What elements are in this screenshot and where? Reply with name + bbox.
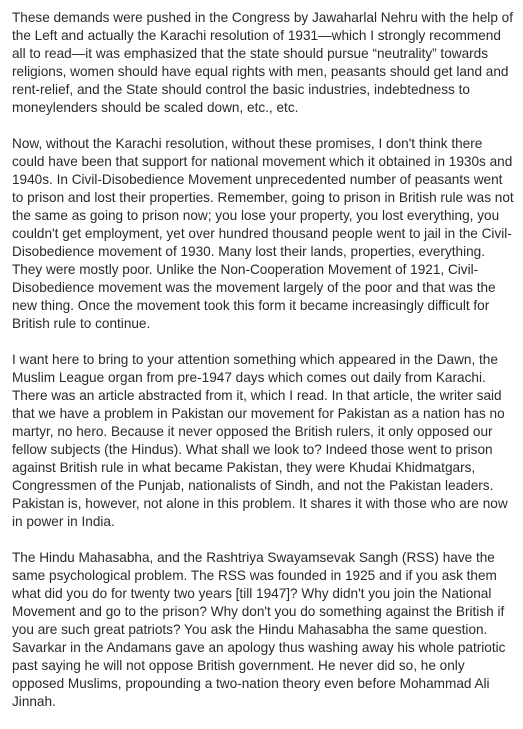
text-line: Muslim League organ from pre-1947 days which comes out daily from Karachi.	[12, 370, 486, 385]
text-line: what did you do for twenty two years [till 1947]? Why didn't you join the National	[12, 586, 492, 601]
text-line: Pakistan is, however, not alone in this problem. It shares it with those who are now	[12, 496, 508, 511]
text-line: Congressmen of the Punjab, nationalists of Sindh, and not the Pakistan leaders.	[12, 478, 494, 493]
text-line: religions, women should have equal rights with men, peasants should get land and	[12, 64, 509, 79]
paragraph-civil-disobedience	[12, 135, 516, 333]
text-line: Movement and go to the prison? Why don't you do something against the British if	[12, 604, 505, 619]
paragraph-dawn-article	[12, 351, 516, 531]
text-line: fellow subjects (the Hindus). What shall we look to? Indeed those went to prison	[12, 442, 493, 457]
text-line: past saying he will not oppose British government. He never did so, he only	[12, 658, 465, 673]
text-line: to prison and lost their properties. Remember, going to prison in British rule was not	[12, 190, 514, 205]
text-line: martyr, no hero. Because it never opposed the British rulers, it only opposed our	[12, 424, 493, 439]
text-line: Savarkar in the Andamans gave an apology thus washing away his whole patriotic	[12, 640, 506, 655]
text-line: Jinnah.	[12, 694, 56, 709]
text-line: These demands were pushed in the Congress by Jawaharlal Nehru with the help of	[12, 10, 513, 25]
text-line: 1940s. In Civil-Disobedience Movement unprecedented number of peasants went	[12, 172, 503, 187]
text-line: There was an article abstracted from it, which I read. In that article, the writer said	[12, 388, 502, 403]
text-line: in power in India.	[12, 514, 115, 529]
text-line: opposed Muslims, propounding a two-nation theory even before Mohammad Ali	[12, 676, 490, 691]
text-line: you are such great patriots? You ask the Hindu Mahasabha the same question.	[12, 622, 488, 637]
text-line: new thing. Once the movement took this form it became increasingly difficult for	[12, 298, 490, 313]
text-line: Now, without the Karachi resolution, without these promises, I don't think there	[12, 136, 483, 151]
paragraph-hindu-mahasabha-rss	[12, 549, 516, 711]
text-line: that we have a problem in Pakistan our movement for Pakistan as a nation has no	[12, 406, 505, 421]
text-line: the Left and actually the Karachi resolution of 1931—which I strongly recommend	[12, 28, 501, 43]
text-line: They were mostly poor. Unlike the Non-Cooperation Movement of 1921, Civil-	[12, 262, 479, 277]
paragraph-karachi-resolution	[12, 9, 516, 117]
text-line: could have been that support for national movement which it obtained in 1930s and	[12, 154, 513, 169]
article-body	[12, 9, 516, 729]
text-line: all to read—it was emphasized that the state should pursue “neutrality” towards	[12, 46, 489, 61]
text-line: couldn't get employment, yet over hundred thousand people went to jail in the Civil-	[12, 226, 512, 241]
text-line: against British rule in what became Pakistan, they were Khudai Khidmatgars,	[12, 460, 476, 475]
text-line: the same as going to prison now; you lose your property, you lost everything, you	[12, 208, 500, 223]
text-line: same psychological problem. The RSS was founded in 1925 and if you ask them	[12, 568, 497, 583]
text-line: The Hindu Mahasabha, and the Rashtriya Swayamsevak Sangh (RSS) have the	[12, 550, 495, 565]
text-line: rent-relief, and the State should control the basic industries, indebtedness to	[12, 82, 470, 97]
text-line: I want here to bring to your attention something which appeared in the Dawn, the	[12, 352, 498, 367]
text-line: Disobedience movement of 1930. Many lost their lands, properties, everything.	[12, 244, 486, 259]
text-line: British rule to continue.	[12, 316, 151, 331]
text-line: Disobedience movement was the movement largely of the poor and that was the	[12, 280, 496, 295]
text-line: moneylenders should be scaled down, etc., etc.	[12, 100, 299, 115]
